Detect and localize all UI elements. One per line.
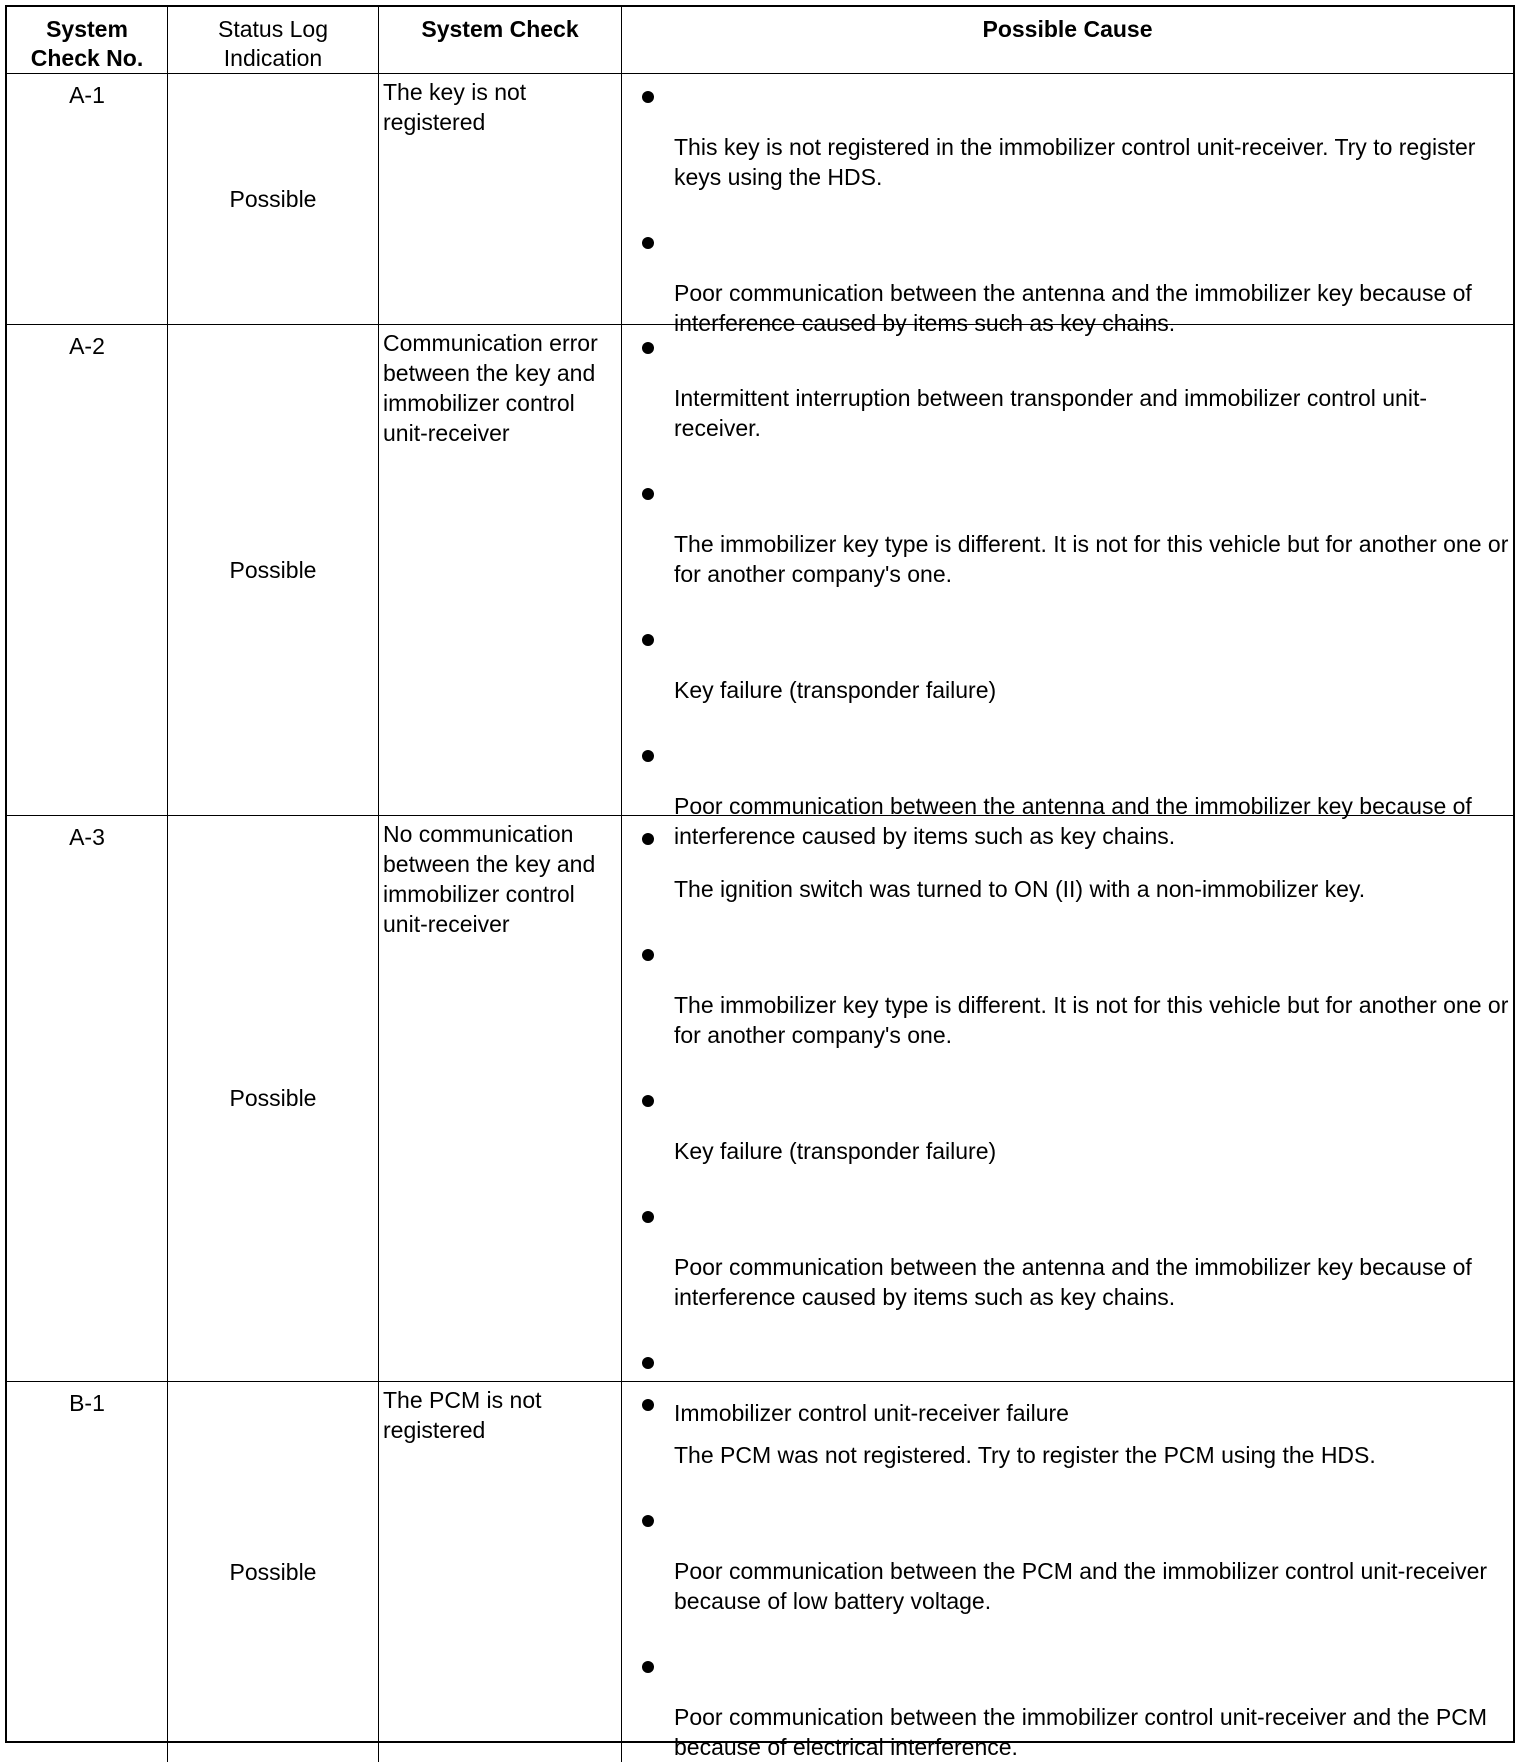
row-a1-system-check: The key is not registered [379,74,622,325]
bullet-icon [642,1515,654,1527]
row-a3-check-no: A-3 [7,816,168,1382]
bullet-icon [642,1661,654,1673]
bullet-icon [642,342,654,354]
header-status-log-indication: Status Log Indication [168,7,379,74]
bullet-icon [642,949,654,961]
row-a3-system-check: No communication between the key and immobilizer control unit-receiver [379,816,622,1382]
row-a1-check-no: A-1 [7,74,168,325]
status-text: Possible [229,185,317,212]
cause-text: Poor communication between the antenna and the immobilizer key because of interference caused by items such as key chains. [674,280,1472,336]
cause-item [622,80,1509,192]
status-text: Possible [229,1085,317,1111]
cause-text: Poor communication between the antenna and the immobilizer key because of interference caused by items such as key chains. [674,793,1472,849]
header-possible-cause: Possible Cause [622,7,1513,74]
bullet-icon [642,488,654,500]
cause-text: The ignition switch was turned to ON (II) with a non-immobilizer key. [674,876,1366,902]
cause-item [622,822,1509,904]
cause-text: The immobilizer key type is different. It is not for this vehicle but for another one or for another company's one. [674,992,1509,1048]
row-b1-check-no: B-1 [7,1382,168,1762]
cause-item [622,477,1509,589]
cause-text: Intermittent interruption between transponder and immobilizer control unit-receiver. [674,385,1427,441]
row-a2-system-check: Communication error between the key and immobilizer control unit-receiver [379,325,622,816]
cause-text: This key is not registered in the immobilizer control unit-receiver. Try to register keys using the HDS. [674,134,1476,190]
bullet-icon [642,1399,654,1411]
cause-text: Key failure (transponder failure) [674,677,997,703]
row-a2-possible-causes [622,325,1513,849]
cause-item [622,1504,1509,1616]
cause-item [622,1650,1509,1762]
bullet-icon [642,1357,654,1369]
cause-item [622,623,1509,705]
bullet-icon [642,237,654,249]
header-system-check: System Check [379,7,622,74]
cause-text: Poor communication between the antenna and the immobilizer key because of interference caused by items such as key chains. [674,1254,1472,1310]
bullet-icon [642,634,654,646]
bullet-icon [642,1095,654,1107]
row-a3-possible-causes [622,816,1513,1426]
cause-item [622,1200,1509,1312]
row-a3-status [168,816,379,1382]
cause-item [622,938,1509,1050]
system-check-table [5,5,1515,1760]
cause-text: Key failure (transponder failure) [674,1138,997,1164]
row-a2-check-no: A-2 [7,325,168,816]
row-a1-status [168,74,379,325]
status-text: Possible [229,1558,317,1585]
row-a1-possible-causes [622,74,1513,336]
cause-text: Poor communication between the immobilizer control unit-receiver and the PCM because of electrical interference. [674,1704,1488,1760]
cause-text: Immobilizer control unit-receiver failure [674,1400,1069,1426]
bullet-icon [642,750,654,762]
cause-item [622,1388,1509,1470]
bullet-icon [642,91,654,103]
bullet-icon [642,1211,654,1223]
cause-item [622,1084,1509,1166]
row-b1-possible-causes [622,1382,1513,1762]
cause-text: The PCM was not registered. Try to register the PCM using the HDS. [674,1442,1376,1468]
cause-item [622,226,1509,338]
cause-item [622,331,1509,443]
header-system-check-no: System Check No. [7,7,168,74]
row-b1-system-check: The PCM is not registered [379,1382,622,1762]
status-text: Possible [229,556,317,583]
row-b1-status [168,1382,379,1762]
bullet-icon [642,833,654,845]
cause-text: Poor communication between the PCM and the immobilizer control unit-receiver because of low battery voltage. [674,1558,1488,1614]
cause-text: The immobilizer key type is different. It is not for this vehicle but for another one or for another company's one. [674,531,1509,587]
row-a2-status [168,325,379,816]
